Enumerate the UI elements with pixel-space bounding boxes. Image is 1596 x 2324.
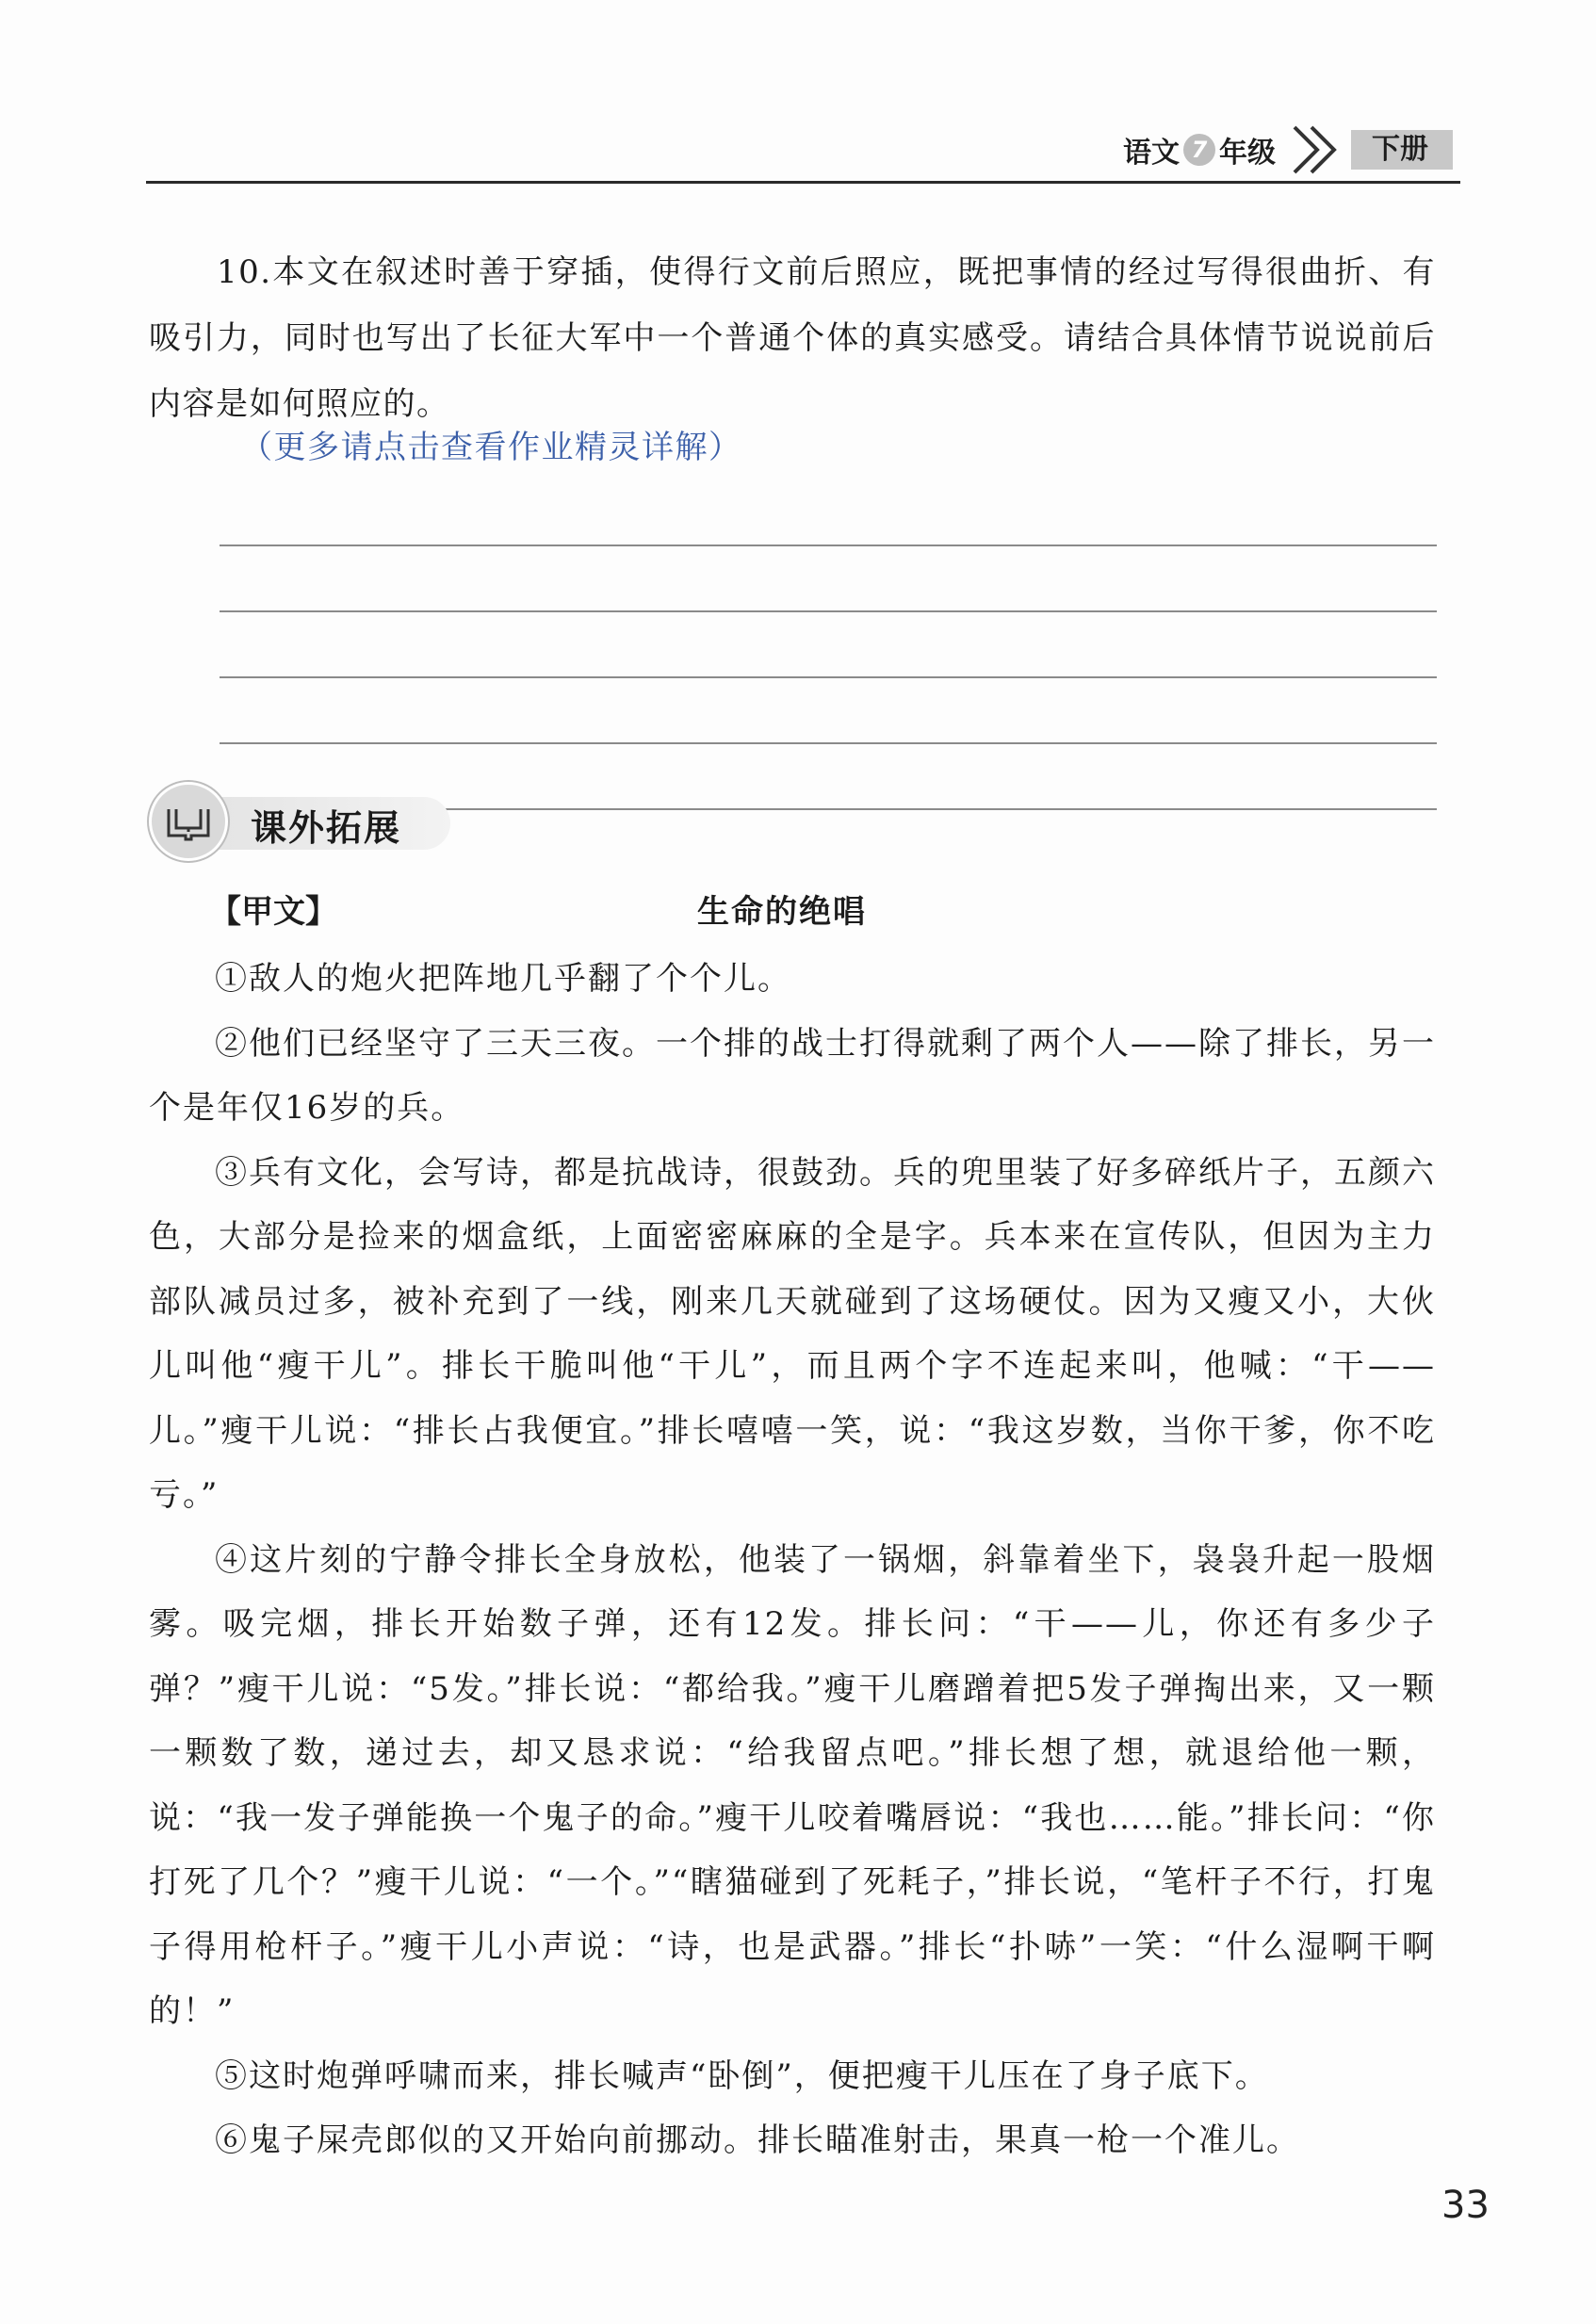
page-header [146,104,1460,184]
header-subject: 语文 [1123,137,1180,170]
header-grade-suffix: 年级 [1219,137,1276,170]
question-10: 10.本文在叙述时善于穿插，使得行文前后照应，既把事情的经过写得很曲折、有吸引力，同时也写出了长征大军中一个普通个体的真实感受。请结合具体情节说说前后内容是如何照应的。 [149,253,1436,423]
header-rule [146,181,1460,184]
answer-line [220,480,1437,546]
section-heading [149,782,450,857]
passage-title: 生命的绝唱 [697,893,867,931]
page-number: 33 [1441,2184,1490,2227]
paragraph: ⑤这时炮弹呼啸而来，排长喊声“卧倒”，便把瘦干儿压在了身子底下。 [215,2056,1269,2095]
header-title [1123,122,1453,178]
more-details-link[interactable]: （更多请点击查看作业精灵详解） [240,429,742,466]
volume-tab: 下册 [1351,130,1453,170]
answer-line [220,612,1437,678]
grade-badge: 7 [1183,134,1215,166]
passage-body [149,947,1436,2173]
paragraph: ④这片刻的宁静令排长全身放松，他装了一锅烟，斜靠着坐下，袅袅升起一股烟雾。吸完烟，排长开始数子弹，还有12发。排长问：“干——儿，你还有多少子弹？”瘦干儿说：“5发。”排长说：“都给我。”瘦干儿磨蹭着把5发子弹掏出来，又一颗一颗数了数，递过去，却又恳求说：“给我留点吧。”排长想了想，就退给他一颗，说：“我一发子弹能换一个鬼子的命。”瘦干儿咬着嘴唇说：“我也……能。”排长问：“你打死了几个？”瘦干儿说：“一个。”“瞎猫碰到了死耗子，”排长说，“笔杆子不行，打鬼子得用枪杆子。”瘦干儿小声说：“诗，也是武器。”排长“扑哧”一笑：“什么湿啊干啊的！” [149,1540,1436,2030]
paragraph: ⑥鬼子屎壳郎似的又开始向前挪动。排长瞄准射击，果真一枪一个准儿。 [215,2121,1300,2159]
paragraph: ②他们已经坚守了三天三夜。一个排的战士打得就剩了两个人——除了排长，另一个是年仅16岁的兵。 [149,1024,1436,1127]
paragraph: ③兵有文化，会写诗，都是抗战诗，很鼓劲。兵的兜里装了好多碎纸片子，五颜六色，大部分是捡来的烟盒纸，上面密密麻麻的全是字。兵本来在宣传队，但因为主力部队减员过多，被补充到了一线，刚来几天就碰到了这场硬仗。因为又瘦又小，大伙儿叫他“瘦干儿”。排长干脆叫他“干儿”，而且两个字不连起来叫，他喊：“干——儿。”瘦干儿说：“排长占我便宜。”排长嘻嘻一笑，说：“我这岁数，当你干爹，你不吃亏。” [149,1153,1436,1514]
passage-label: 【甲文】 [209,893,337,931]
paragraph: ①敌人的炮火把阵地几乎翻了个个儿。 [215,960,791,998]
answer-line [220,546,1437,612]
book-icon [149,782,228,861]
answer-lines [220,480,1437,810]
double-chevron-icon [1289,122,1345,178]
answer-line [220,678,1437,744]
section-title: 课外拓展 [251,807,402,849]
